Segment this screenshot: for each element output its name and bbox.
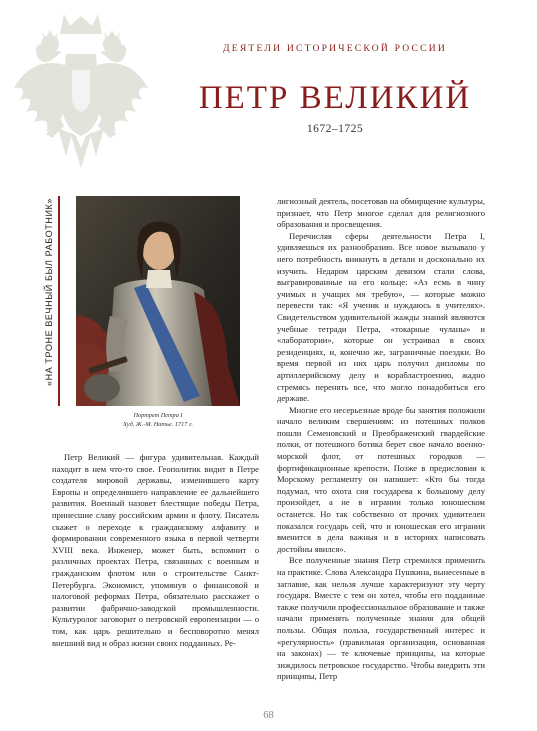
vertical-accent-rule [58, 196, 60, 406]
paragraph: Многие его несерьезные вроде бы занятия положили начало великим свершениям: из потешных полков пошли Семеновский и Преображенский гвардейские полки, от потешного ботика берет свое начало военно-морской флот, от потешных городков — фортификационные крепости. Позже в предисловии к Морскому регламенту он напишет: «Кто бы тогда подумал, что охота сия государева к большому делу произойдет, а не в игрании только юношеском останется. Но так собственно от прочих удивителен показался государь сей, что и юношеская его игрании вменится в дела важныя и в историях написовать достойны явился». [277, 404, 485, 554]
paragraph: Перечисляя сферы деятельности Петра I, удивляешься их разнообразию. Все новое вызывало у него потребность вникнуть в детали и досконально их изучить. Недаром царским девизом стали слова, выгравированные на его кольце: «Аз есмь в чину учимых и учащих мя требую», — которые можно перевести так: «Я ученик и нуждаюсь в учителях». Свидетельством удивительной жажды знаний являются учебные тетради Петра, «токарные чуланы» и «лаборатории», которые он устраивал в своих резиденциях, и, конечно же, заграничные поездки. Во время первой из них царь получил дипломы по артиллерийскому делу и корабластроению, жадно стремясь перенять все, что могло понадобиться его державе. [277, 230, 485, 404]
page-number: 68 [263, 710, 274, 721]
double-headed-eagle-emblem [6, 8, 156, 178]
life-dates: 1672–1725 [306, 123, 364, 135]
paragraph: Петр Великий — фигура удивительная. Каждый находит в нем что-то свое. Геополитик видит в Петре создателя мировой державы, изменившего карту Европы и определившего направление ее дальнейшего развития. Военный назовет блестящие победы Петра, принесшие славу российским армии и флоту. Писатель скажет о переходе к гражданскому алфавиту и формировании современного языка в первой четверти XVIII века. Инженер, может быть, вспомнит о различных проектах Петра, связанных с военным и гражданским флотом или о строительстве Санкт-Петербурга. Экономист, упомянув о финансовой и налоговой реформах Петра, обязательно расскажет о развитии фабрично-заводской промышленности. Культуролог заговорит о петровской европеизации — о том, как царь решительно и бесповоротно менял внешний вид и образ жизни своих подданных. Ре- [52, 452, 259, 648]
portrait-caption-artist: Худ. Ж.-М. Натье. 1717 г. [123, 421, 193, 428]
portrait-caption-title: Портрет Петра I [133, 412, 183, 419]
right-text-column [277, 196, 485, 683]
page-title: ПЕТР ВЕЛИКИЙ [198, 80, 472, 116]
vertical-section-label [42, 196, 56, 388]
vertical-section-label-text: «НА ТРОНЕ ВЕЧНЫЙ БЫЛ РАБОТНИК» [44, 198, 54, 386]
portrait-painting [76, 196, 240, 406]
paragraph: Все полученные знания Петр стремился применить на практике. Слова Александра Пушкина, вынесенные в заглавие, как нельзя лучше характеризуют эту черту государя. Вместе с тем он хотел, чтобы его подданные также получили профессиональное образование и также начали применять полученные знания для общей пользы. Общая польза, государственный интерес и «регулярность» (правильная организация, основанная на законах) — те ключевые принципы, на которые зиждилось петровское государство. Чтобы внедрить эти принципы, Петр [277, 555, 485, 682]
paragraph-continued: лигиозный деятель, посетовав на обмирщение культуры, признает, что Петр многое сделал для религиозного образования и просвещения. [277, 196, 485, 230]
left-text-column [52, 452, 259, 649]
portrait-caption [76, 411, 240, 429]
series-title: ДЕЯТЕЛИ ИСТОРИЧЕСКОЙ РОССИИ [223, 43, 447, 54]
